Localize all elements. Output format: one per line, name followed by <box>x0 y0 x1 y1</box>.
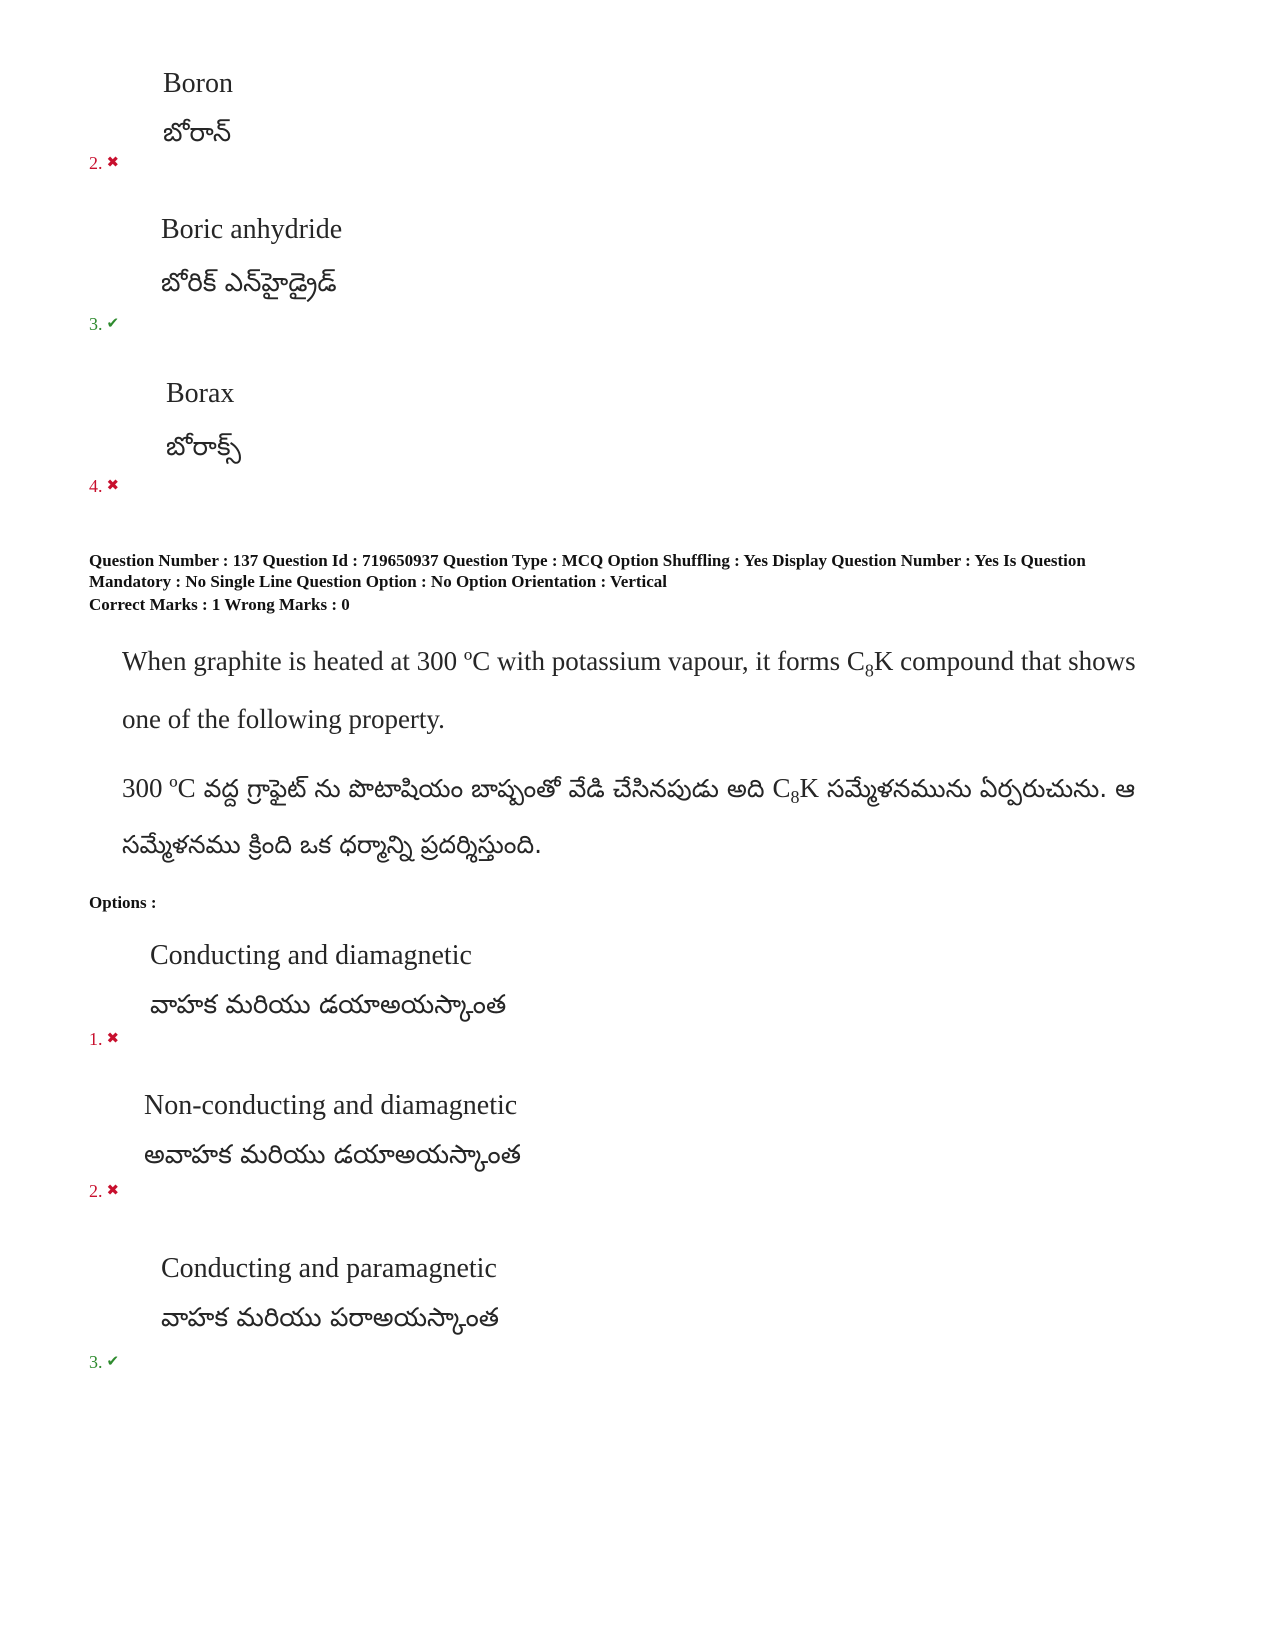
question-text-english <box>122 637 1152 744</box>
question-marks: Correct Marks : 1 Wrong Marks : 0 <box>89 595 350 614</box>
option-2-telugu: అవాహక మరియు డయాఅయస్కాంత <box>144 1140 521 1170</box>
option-2-english: Non-conducting and diamagnetic <box>144 1090 518 1121</box>
formula: K <box>799 773 819 803</box>
prev-option-3-english: Boric anhydride <box>161 214 343 245</box>
prev-option-4-telugu: బోరాక్స్ <box>166 432 242 462</box>
option-3-number <box>89 1352 119 1373</box>
question-text-part: When graphite is heated at 300 ºC with potassium vapour, it forms C <box>122 646 865 676</box>
option-number-label: 2. <box>89 1181 103 1201</box>
cross-icon: ✖ <box>106 1031 120 1047</box>
option-number-label: 3. <box>89 1352 103 1372</box>
check-icon: ✔ <box>106 1354 120 1370</box>
check-icon: ✔ <box>106 316 120 332</box>
prev-option-2-telugu: బోరాన్ <box>163 118 232 148</box>
cross-icon: ✖ <box>106 1183 120 1199</box>
formula: C <box>772 773 791 803</box>
subscript: 8 <box>790 787 800 807</box>
question-metadata: Question Number : 137 Question Id : 719650937 Question Type : MCQ Option Shuffling : Yes Display Question Number : Yes Is Question Mandatory : No Single Line Question Option : No Option Orientation : Vertical <box>89 551 1086 591</box>
prev-option-3-number <box>89 314 119 335</box>
option-2-number <box>89 1181 119 1202</box>
prev-option-4-english: Borax <box>166 378 235 409</box>
options-label: Options : <box>89 893 157 912</box>
subscript: 8 <box>864 660 874 681</box>
temperature-value: 300 ºC <box>122 773 196 803</box>
option-number-label: 4. <box>89 476 103 496</box>
option-3-english: Conducting and paramagnetic <box>161 1253 497 1284</box>
option-1-telugu: వాహక మరియు డయాఅయస్కాంత <box>150 990 507 1020</box>
cross-icon: ✖ <box>106 155 120 171</box>
question-text-part: K compound that shows one of the following property. <box>122 646 1136 735</box>
cross-icon: ✖ <box>106 478 120 494</box>
option-3-telugu: వాహక మరియు పరాఅయస్కాంత <box>161 1303 499 1333</box>
prev-option-3-telugu: బోరిక్ ఎన్‌హైడ్రైడ్ <box>161 268 337 298</box>
question-text-part: సమ్మేళనమును ఏర్పరుచును. ఆ సమ్మేళనము క్రింది ఒక ధర్మాన్ని ప్రదర్శిస్తుంది. <box>122 774 1136 859</box>
question-text-telugu <box>122 764 1152 869</box>
option-1-english: Conducting and diamagnetic <box>150 940 472 971</box>
prev-option-2-number <box>89 153 119 174</box>
option-number-label: 3. <box>89 314 103 334</box>
option-number-label: 1. <box>89 1029 103 1049</box>
option-1-number <box>89 1029 119 1050</box>
prev-option-4-number <box>89 476 119 497</box>
question-text-part: వద్ద గ్రాఫైట్ ను పొటాషియం బాష్పంతో వేడి చేసినపుడు అది <box>195 774 773 803</box>
prev-option-2-english: Boron <box>163 68 233 99</box>
option-number-label: 2. <box>89 153 103 173</box>
